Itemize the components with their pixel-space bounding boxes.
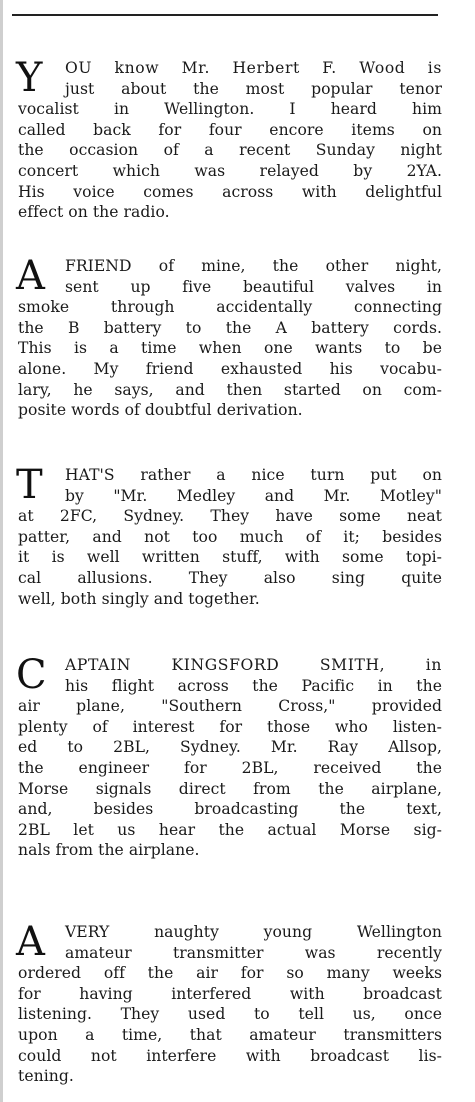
article-line: called back for four encore items on: [18, 120, 442, 139]
article-line: 2BL let us hear the actual Morse sig-: [18, 820, 442, 839]
article-line: patter, and not too much of it; besides: [18, 527, 442, 546]
article-line: HAT'S rather a nice turn put on: [65, 466, 442, 484]
article-line: listening. They used to tell us, once: [18, 1005, 442, 1024]
article-line: amateur transmitter was recently: [65, 943, 442, 962]
article-line: well, both singly and together.: [18, 589, 260, 608]
drop-cap: C: [16, 652, 47, 698]
article-line: at 2FC, Sydney. They have some neat: [18, 507, 442, 526]
article-line: cal allusions. They also sing quite: [18, 568, 442, 587]
article-line: concert which was relayed by 2YA.: [18, 161, 442, 180]
article-amateur-transmitter: [16, 919, 442, 1087]
article-line: lary, he says, and then started on com-: [18, 380, 442, 399]
article-line: OU know Mr. Herbert F. Wood is: [65, 59, 442, 77]
article-line: and, besides broadcasting the text,: [18, 800, 442, 819]
article-line: his flight across the Pacific in the: [65, 676, 442, 695]
article-line: VERY naughty young Wellington: [65, 923, 442, 941]
article-line: sent up five beautiful valves in: [65, 277, 442, 296]
article-line: His voice comes across with delightful: [18, 182, 442, 201]
article-line: APTAIN KINGSFORD SMITH, in: [65, 656, 442, 674]
article-line: the occasion of a recent Sunday night: [18, 141, 442, 160]
article-line: air plane, "Southern Cross," provided: [18, 697, 442, 716]
article-line: FRIEND of mine, the other night,: [65, 257, 442, 275]
article-line: the engineer for 2BL, received the: [18, 758, 442, 777]
drop-cap: A: [16, 919, 45, 965]
drop-cap: T: [16, 462, 43, 508]
article-line: the B battery to the A battery cords.: [18, 318, 442, 337]
article-friend-valves: [16, 253, 442, 421]
article-line: plenty of interest for those who listen-: [18, 717, 442, 736]
article-line: tening.: [18, 1067, 74, 1086]
article-line: ordered off the air for so many weeks: [18, 964, 442, 983]
article-line: for having interfered with broadcast: [18, 984, 442, 1003]
article-line: could not interfere with broadcast lis-: [18, 1046, 442, 1065]
article-line: posite words of doubtful derivation.: [18, 401, 303, 420]
column-edge: [0, 0, 3, 1102]
article-line: alone. My friend exhausted his vocabu-: [18, 359, 442, 378]
article-line: This is a time when one wants to be: [18, 339, 442, 358]
article-line: upon a time, that amateur transmitters: [18, 1025, 442, 1044]
article-line: smoke through accidentally connecting: [18, 298, 442, 317]
article-line: vocalist in Wellington. I heard him: [18, 100, 442, 119]
drop-cap: Y: [16, 55, 43, 101]
article-line: it is well written stuff, with some topi-: [18, 548, 442, 567]
top-rule: [12, 14, 438, 16]
article-line: just about the most popular tenor: [65, 79, 442, 98]
article-line: ed to 2BL, Sydney. Mr. Ray Allsop,: [18, 738, 442, 757]
article-medley-motley: [16, 462, 442, 609]
article-line: by "Mr. Medley and Mr. Motley": [65, 486, 442, 505]
article-herbert-wood: [16, 55, 442, 223]
article-line: nals from the airplane.: [18, 841, 200, 860]
article-line: effect on the radio.: [18, 203, 170, 222]
article-kingsford-smith: [16, 652, 442, 861]
article-line: Morse signals direct from the airplane,: [18, 779, 442, 798]
drop-cap: A: [16, 253, 45, 299]
